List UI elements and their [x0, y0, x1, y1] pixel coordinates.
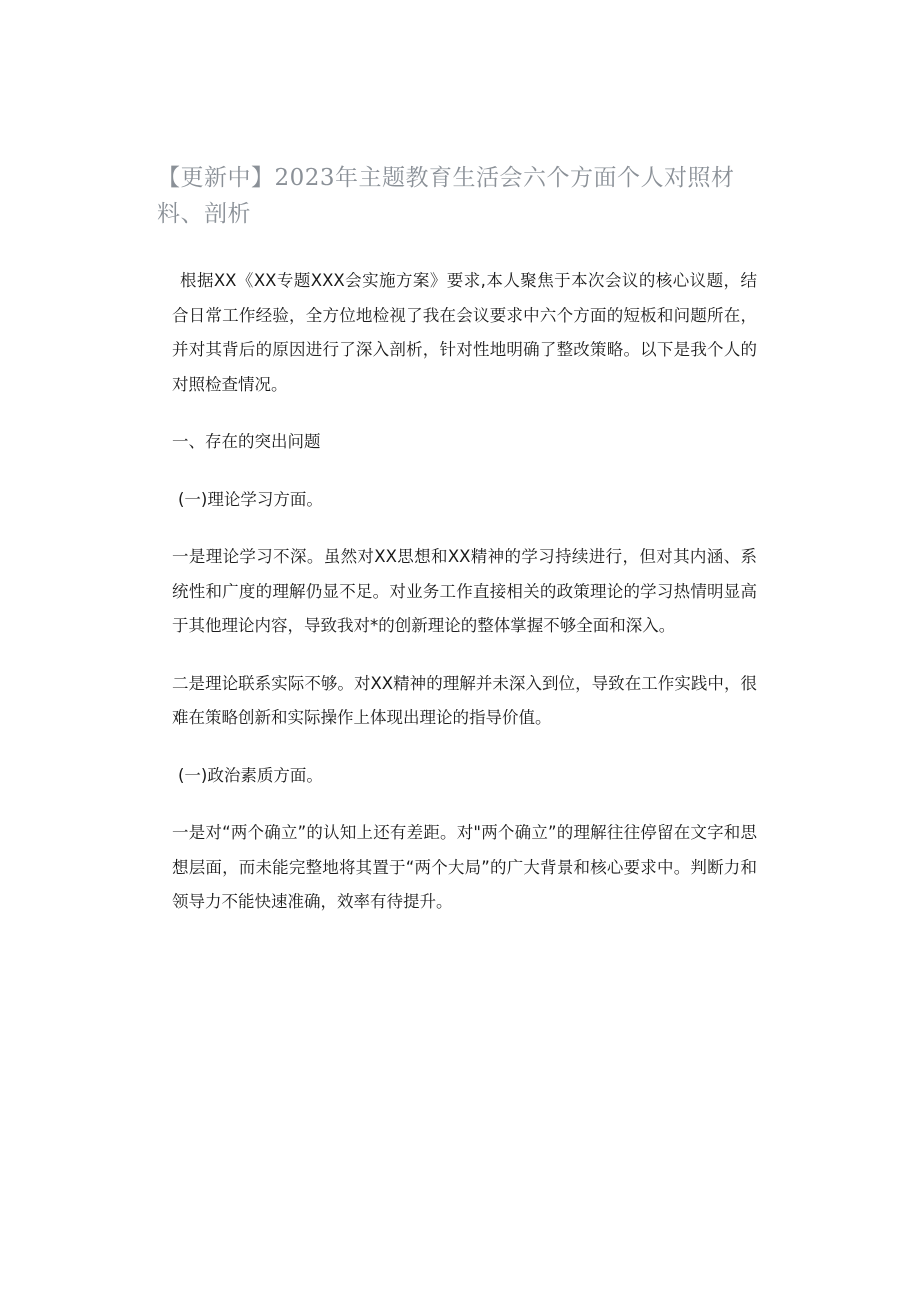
intro-paragraph: 根据XX《XX专题XXX会实施方案》要求,本人聚焦于本次会议的核心议题，结合日常工作经验，全方位地检视了我在会议要求中六个方面的短板和问题所在，并对其背后的原因进行了深入剖析，针对性地明确了整改策略。以下是我个人的对照检查情况。 — [172, 271, 757, 394]
paragraph-gap — [172, 793, 757, 816]
document-body — [172, 264, 757, 920]
document-title: 【更新中】2023年主题教育生活会六个方面个人对照材料、剖析 — [157, 165, 735, 227]
subsection-heading-theory: (一)理论学习方面。 — [178, 489, 323, 509]
section-heading: 一、存在的突出问题 — [172, 432, 321, 451]
paragraph-gap — [172, 402, 757, 425]
paragraph-gap — [172, 517, 757, 540]
paragraph-theory-1: 一是理论学习不深。虽然对XX思想和XX精神的学习持续进行，但对其内涵、系统性和广度的理解仍显不足。对业务工作直接相关的政策理论的学习热情明显高于其他理论内容，导致我对*的创新理论的整体掌握不够全面和深入。 — [172, 547, 757, 635]
paragraph-gap — [172, 736, 757, 759]
paragraph-theory-2: 二是理论联系实际不够。对XX精神的理解并未深入到位，导致在工作实践中，很难在策略创新和实际操作上体现出理论的指导价值。 — [172, 673, 757, 727]
paragraph-gap — [172, 644, 757, 667]
paragraph-gap — [172, 460, 757, 483]
subsection-heading-political: (一)政治素质方面。 — [178, 765, 323, 785]
paragraph-political-1: 一是对“两个确立”的认知上还有差距。对"两个确立”的理解往往停留在文字和思想层面，而未能完整地将其置于“两个大局”的广大背景和核心要求中。判断力和领导力不能快速准确，效率有待提升。 — [172, 823, 757, 911]
